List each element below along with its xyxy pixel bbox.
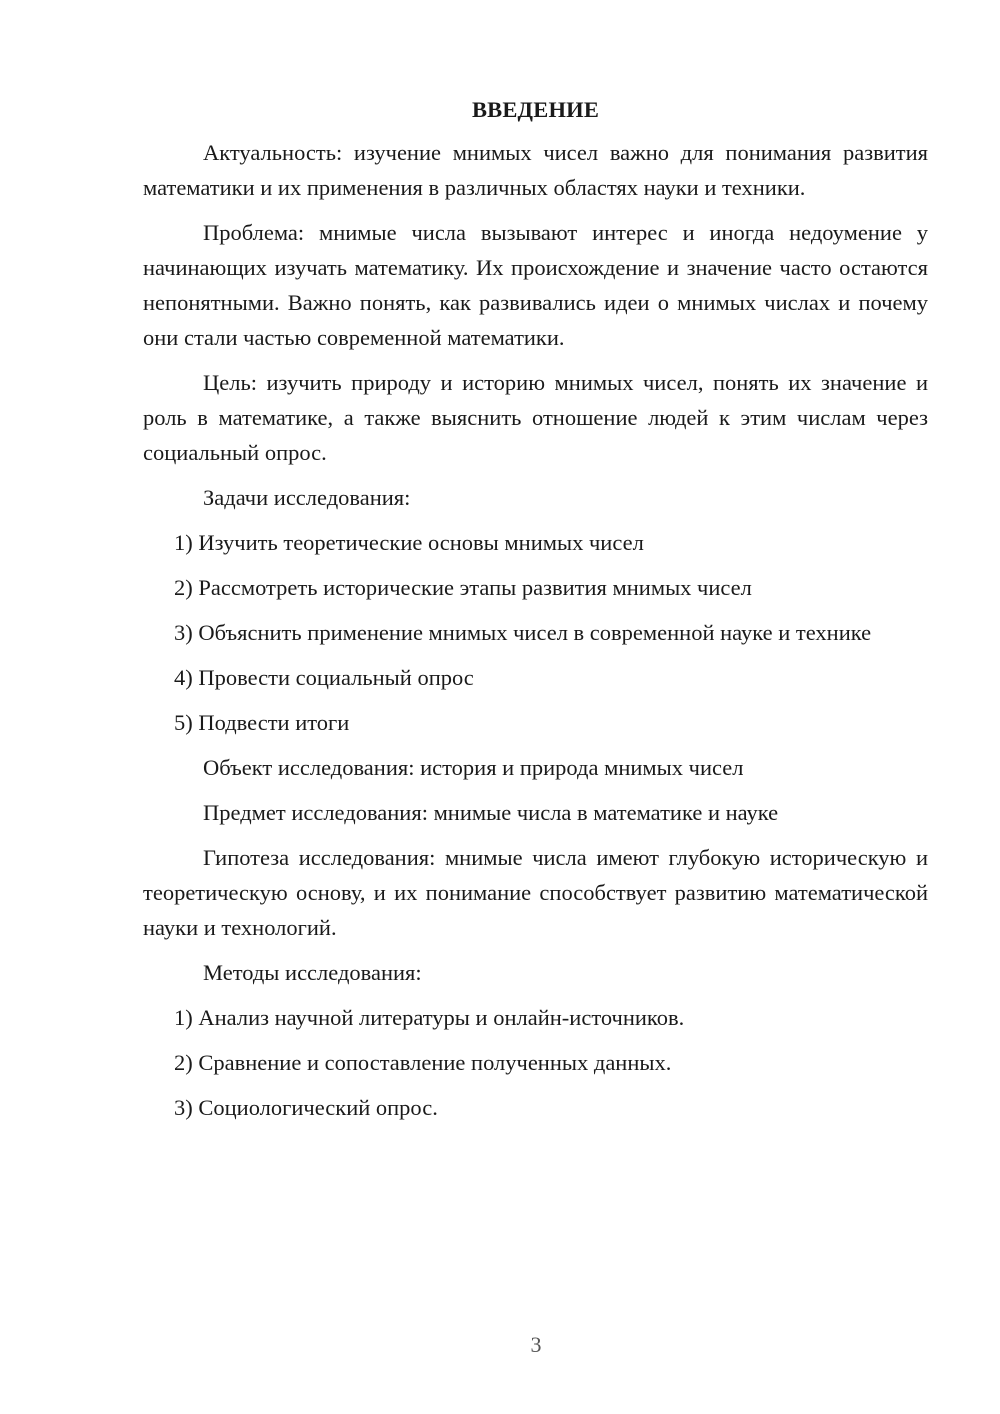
tasks-title: Задачи исследования: <box>203 485 411 510</box>
hypothesis-paragraph: Гипотеза исследования: мнимые числа имеют глубокую историческую и теоретическую основу, и их понимание способствует развитию математической науки и технологий. <box>143 845 928 940</box>
research-subject: Предмет исследования: мнимые числа в математике и науке <box>203 800 779 825</box>
research-object: Объект исследования: история и природа мнимых чисел <box>203 755 744 780</box>
task-item-4: 4) Провести социальный опрос <box>174 665 474 690</box>
page-content <box>143 92 928 1135</box>
task-item-1: 1) Изучить теоретические основы мнимых чисел <box>174 530 644 555</box>
page-number: 3 <box>530 1332 542 1357</box>
methods-title: Методы исследования: <box>203 960 422 985</box>
task-item-2: 2) Рассмотреть исторические этапы развития мнимых чисел <box>174 575 752 600</box>
relevance-paragraph: Актуальность: изучение мнимых чисел важно для понимания развития математики и их применения в различных областях науки и техники. <box>143 140 928 200</box>
problem-paragraph: Проблема: мнимые числа вызывают интерес и иногда недоумение у начинающих изучать математику. Их происхождение и значение часто остаются непонятными. Важно понять, как развивались идеи о мнимых числах и почему они стали частью современной математики. <box>143 220 928 350</box>
task-item-5: 5) Подвести итоги <box>174 710 350 735</box>
method-item-1: 1) Анализ научной литературы и онлайн-источников. <box>174 1005 685 1030</box>
method-item-3: 3) Социологический опрос. <box>174 1095 438 1120</box>
goal-paragraph: Цель: изучить природу и историю мнимых чисел, понять их значение и роль в математике, а также выяснить отношение людей к этим числам через социальный опрос. <box>143 370 928 465</box>
method-item-2: 2) Сравнение и сопоставление полученных данных. <box>174 1050 672 1075</box>
task-item-3: 3) Объяснить применение мнимых чисел в современной науке и технике <box>174 620 872 645</box>
section-heading: ВВЕДЕНИЕ <box>471 97 600 122</box>
